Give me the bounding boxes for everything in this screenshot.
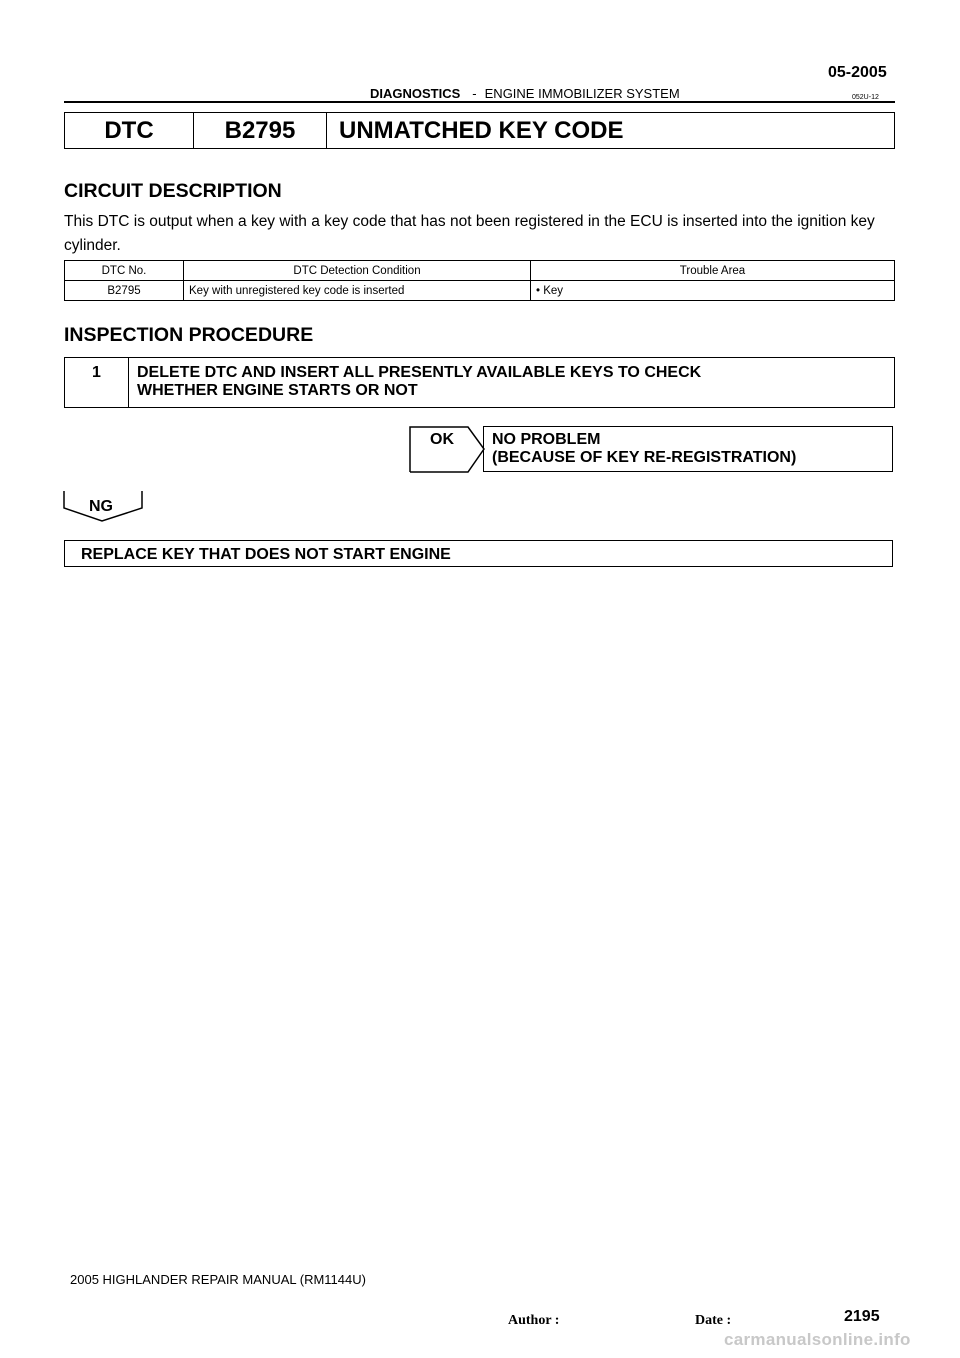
header-separator: - <box>472 86 477 101</box>
dtc-title-box <box>64 112 895 149</box>
table-header-row <box>65 261 895 281</box>
footer-manual-title: 2005 HIGHLANDER REPAIR MANUAL (RM1144U) <box>70 1272 366 1287</box>
title-dtc-code: B2795 <box>194 113 327 148</box>
step-number: 1 <box>65 358 129 407</box>
table-cell-dtc-no: B2795 <box>65 281 184 301</box>
table-header-trouble-area: Trouble Area <box>531 261 895 281</box>
header-subsection: ENGINE IMMOBILIZER SYSTEM <box>484 86 680 101</box>
table-header-detection-condition: DTC Detection Condition <box>184 261 531 281</box>
dtc-table <box>64 260 895 301</box>
ok-result-box <box>483 426 893 472</box>
header-rule <box>64 101 895 103</box>
circuit-description-heading: CIRCUIT DESCRIPTION <box>64 180 282 202</box>
ok-result-line-2: (BECAUSE OF KEY RE-REGISTRATION) <box>492 449 797 466</box>
step-text-line-2: WHETHER ENGINE STARTS OR NOT <box>137 382 418 399</box>
reference-code: 052U-12 <box>852 94 879 101</box>
inspection-procedure-heading: INSPECTION PROCEDURE <box>64 324 314 346</box>
table-header-dtc-no: DTC No. <box>65 261 184 281</box>
title-dtc-description: UNMATCHED KEY CODE <box>339 117 624 144</box>
header-section-line <box>370 86 680 101</box>
title-dtc-label: DTC <box>65 113 194 148</box>
ng-label: NG <box>89 498 113 515</box>
step-1-box <box>64 357 895 408</box>
ok-result-line-1: NO PROBLEM <box>492 431 601 448</box>
step-text-line-1: DELETE DTC AND INSERT ALL PRESENTLY AVAILABLE KEYS TO CHECK <box>137 364 702 381</box>
ng-action-box: REPLACE KEY THAT DOES NOT START ENGINE <box>64 540 893 567</box>
watermark: carmanualsonline.info <box>724 1330 911 1349</box>
table-cell-detection-condition: Key with unregistered key code is inserted <box>184 281 531 301</box>
table-row <box>65 281 895 301</box>
footer-author-label: Author : <box>508 1313 560 1328</box>
page-code: 05-2005 <box>828 64 887 81</box>
ok-label: OK <box>430 431 454 448</box>
header-section: DIAGNOSTICS <box>370 86 461 101</box>
footer-date-label: Date : <box>695 1313 732 1328</box>
page-number: 2195 <box>844 1308 880 1325</box>
step-text <box>129 358 701 407</box>
table-cell-trouble-area: • Key <box>531 281 895 301</box>
circuit-description-text: This DTC is output when a key with a key code that has not been registered in the ECU is inserted into the ignition key cylinder. <box>64 213 875 254</box>
